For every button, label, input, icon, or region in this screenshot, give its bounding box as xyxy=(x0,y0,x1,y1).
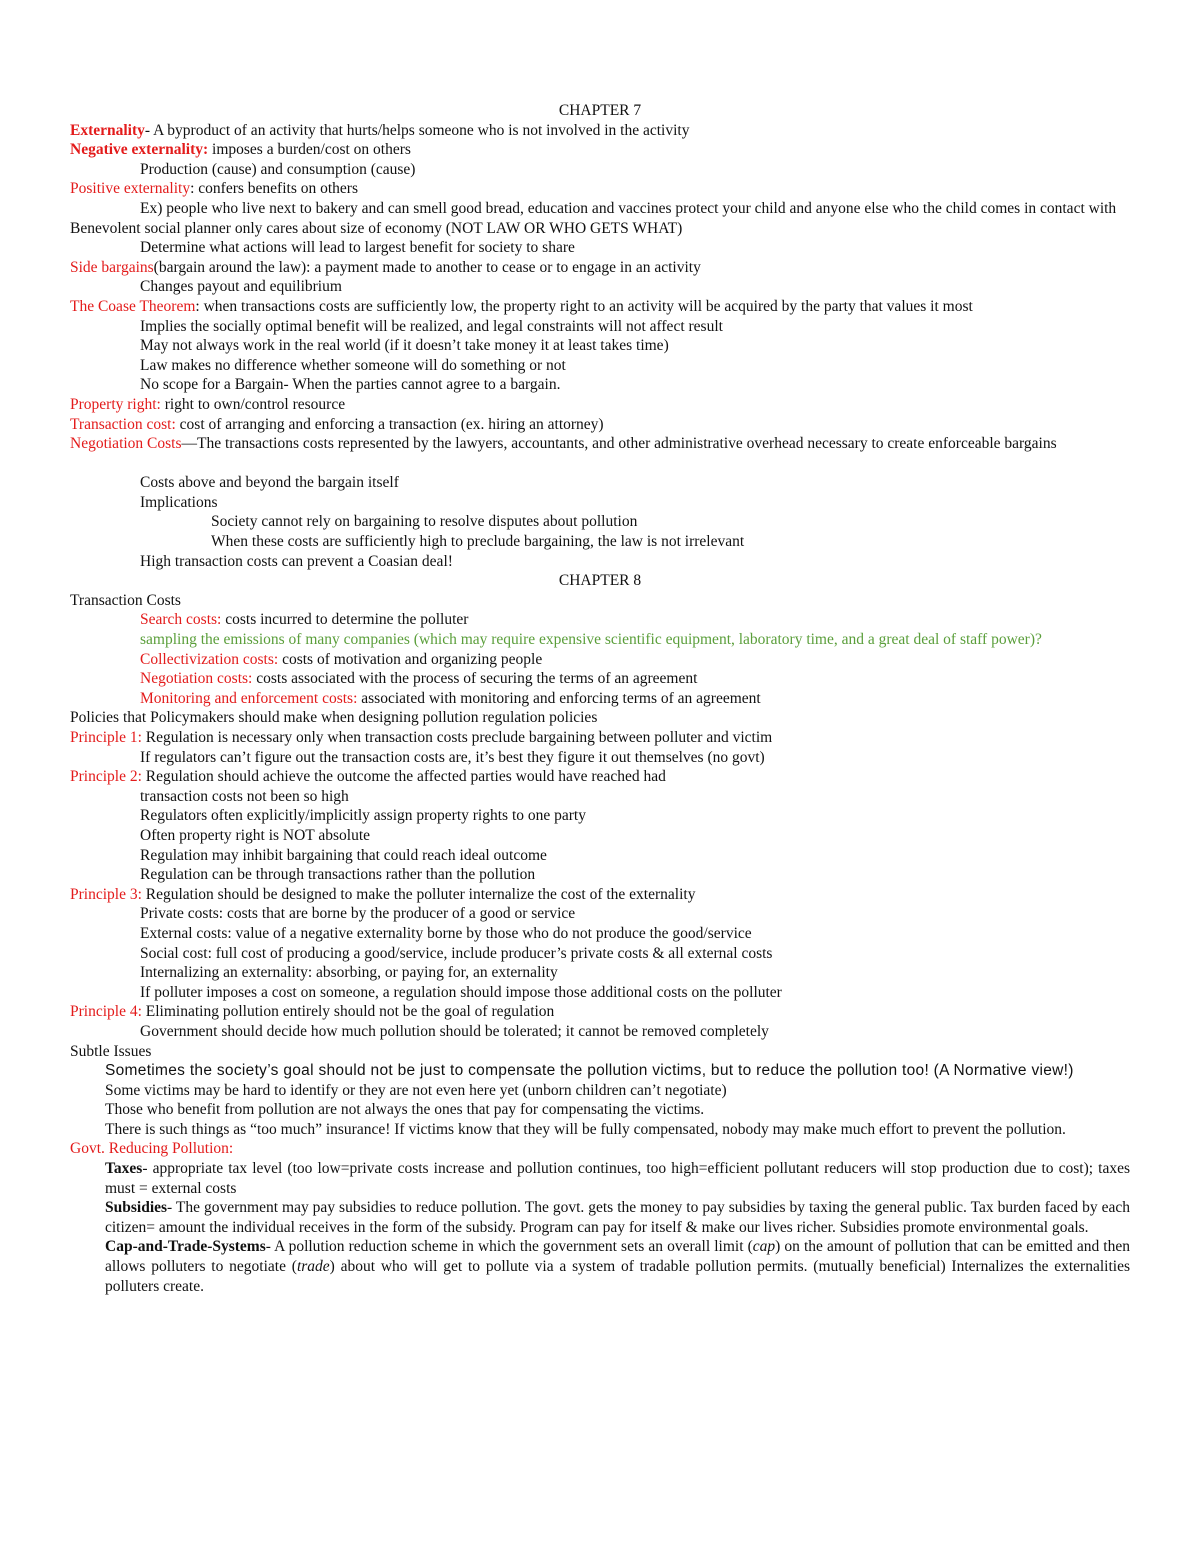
coase-theorem-line: The Coase Theorem: when transactions costs are sufficiently low, the property right to an activity will be acquired by the party that values it most xyxy=(70,297,973,315)
subtle-issue-3: Those who benefit from pollution are not always the ones that pay for compensating the victims. xyxy=(105,1101,705,1119)
term-transaction-cost: Transaction cost: xyxy=(70,415,176,433)
document-page xyxy=(70,101,1130,1296)
negotiation-sub-5: High transaction costs can prevent a Coasian deal! xyxy=(140,552,453,570)
negotiation-sub-4: When these costs are sufficiently high to preclude bargaining, the law is not irrelevant xyxy=(211,533,745,551)
term-negotiation-costs: Negotiation Costs xyxy=(70,435,182,453)
cap-emphasis: cap xyxy=(752,1238,776,1256)
positive-externality-sub: Ex) people who live next to bakery and can smell good bread, education and vaccines protect your child and anyone else who the child comes in contact with xyxy=(140,199,1117,217)
coase-sub-1: Implies the socially optimal benefit will be realized, and legal constraints will not affect result xyxy=(140,317,723,335)
cap-and-trade-paragraph: Cap-and-Trade-Systems- A pollution reduction scheme in which the government sets an overall limit (cap) on the amount of pollution that can be emitted and then allows polluters to negotiate (trade) about who will get to pollute via a system of tradable pollution permits. (mutually beneficial) Internalizes the externalities polluters create. xyxy=(105,1238,1130,1295)
principle-3-sub-3: Social cost: full cost of producing a good/service, include producer’s private costs & all external costs xyxy=(140,944,773,962)
term-taxes: Taxes xyxy=(105,1160,143,1178)
term-subsidies: Subsidies xyxy=(105,1199,168,1217)
subtle-issue-2: Some victims may be hard to identify or they are not even here yet (unborn children can’t negotiate) xyxy=(105,1081,727,1099)
term-positive-externality: Positive externality xyxy=(70,180,191,198)
govt-reducing-pollution-line xyxy=(70,1139,1130,1159)
subtle-issues-heading: Subtle Issues xyxy=(70,1042,152,1060)
term-collectivization-costs: Collectivization costs: xyxy=(140,650,279,668)
principle-1-line: Principle 1: Regulation is necessary only when transaction costs preclude bargaining between polluter and victim xyxy=(70,729,773,746)
positive-externality-line: Positive externality: confers benefits on others xyxy=(70,180,358,198)
term-govt-reducing-pollution: Govt. Reducing Pollution: xyxy=(70,1140,234,1158)
principle-1-sub: If regulators can’t figure out the transaction costs are, it’s best they figure it out themselves (no govt) xyxy=(140,748,765,766)
term-negotiation-costs-2: Negotiation costs: xyxy=(140,670,253,688)
blank-line xyxy=(70,454,1130,474)
planner-line: Benevolent social planner only cares about size of economy (NOT LAW OR WHO GETS WHAT) xyxy=(70,219,683,237)
term-principle-3: Principle 3: xyxy=(70,885,142,903)
principle-3-sub-1: Private costs: costs that are borne by the producer of a good or service xyxy=(140,905,576,923)
negotiation-sub-3: Society cannot rely on bargaining to resolve disputes about pollution xyxy=(211,513,638,531)
principle-2-sub-3: Often property right is NOT absolute xyxy=(140,826,371,844)
principle-4-line: Principle 4: Eliminating pollution entirely should not be the goal of regulation xyxy=(70,1003,555,1021)
externality-line: Externality- A byproduct of an activity that hurts/helps someone who is not involved in the activity xyxy=(70,121,690,139)
principle-2-sub-2: Regulators often explicitly/implicitly assign property rights to one party xyxy=(140,807,586,825)
principle-2-line: Principle 2: Regulation should achieve the outcome the affected parties would have reached had xyxy=(70,768,666,786)
term-monitoring-costs: Monitoring and enforcement costs: xyxy=(140,689,358,707)
term-negative-externality: Negative externality: xyxy=(70,141,209,159)
negotiation-costs-line-2: Negotiation costs: costs associated with the process of securing the terms of an agreement xyxy=(140,670,698,688)
principle-4-sub: Government should decide how much pollution should be tolerated; it cannot be removed completely xyxy=(140,1022,769,1040)
term-externality: Externality xyxy=(70,121,145,139)
policies-line: Policies that Policymakers should make when designing pollution regulation policies xyxy=(70,709,598,727)
trade-emphasis: trade xyxy=(296,1258,330,1276)
search-costs-note: sampling the emissions of many companies (which may require expensive scientific equipment, laboratory time, and a great deal of staff power)? xyxy=(140,631,1042,649)
principle-3-sub-2: External costs: value of a negative externality borne by those who do not produce the good/service xyxy=(140,924,752,942)
principle-3-sub-5: If polluter imposes a cost on someone, a regulation should impose those additional costs on the polluter xyxy=(140,983,782,1001)
planner-sub: Determine what actions will lead to largest benefit for society to share xyxy=(140,239,575,257)
subsidies-paragraph: Subsidies- The government may pay subsidies to reduce pollution. The govt. gets the money to pay subsidies by taxing the general public. Tax burden faced by each citizen= amount the individual receives in the form of the subsidy. Program can pay for itself & make our lives richer. Subsidies promote environmental goals. xyxy=(105,1199,1130,1236)
subtle-issue-4: There is such things as “too much” insurance! If victims know that they will be fully compensated, nobody may make much effort to prevent the pollution. xyxy=(105,1120,1066,1138)
chapter-8-heading: CHAPTER 8 xyxy=(558,572,642,590)
term-coase-theorem: The Coase Theorem xyxy=(70,297,196,315)
principle-3-sub-4: Internalizing an externality: absorbing, or paying for, an externality xyxy=(140,964,558,982)
coase-sub-4: No scope for a Bargain- When the parties cannot agree to a bargain. xyxy=(140,376,561,394)
subtle-issue-1: Sometimes the society’s goal should not be just to compensate the pollution victims, but to reduce the pollution too! (A Normative view!) xyxy=(105,1062,1074,1080)
negative-externality-sub: Production (cause) and consumption (cause) xyxy=(140,160,416,178)
collectivization-costs-line: Collectivization costs: costs of motivation and organizing people xyxy=(140,650,543,668)
negotiation-costs-line: Negotiation Costs—The transactions costs represented by the lawyers, accountants, and other administrative overhead necessary to create enforceable bargains xyxy=(70,435,1057,453)
property-right-line: Property right: right to own/control resource xyxy=(70,395,346,413)
taxes-paragraph: Taxes- appropriate tax level (too low=private costs increase and pollution continues, too high=efficient pollutant reducers will stop production due to cost); taxes must = external costs xyxy=(105,1160,1130,1197)
monitoring-costs-line: Monitoring and enforcement costs: associated with monitoring and enforcing terms of an agreement xyxy=(140,689,761,707)
principle-2-sub-5: Regulation can be through transactions rather than the pollution xyxy=(140,866,536,884)
term-side-bargains: Side bargains xyxy=(70,258,154,276)
search-costs-line: Search costs: costs incurred to determine the polluter xyxy=(140,611,469,629)
term-cap-and-trade: Cap-and-Trade-Systems xyxy=(105,1238,266,1256)
negotiation-sub-2: Implications xyxy=(140,493,218,511)
transaction-cost-line: Transaction cost: cost of arranging and enforcing a transaction (ex. hiring an attorney) xyxy=(70,415,604,433)
chapter-7-heading: CHAPTER 7 xyxy=(558,102,642,119)
coase-sub-2: May not always work in the real world (if it doesn’t take money it at least takes time) xyxy=(140,337,669,355)
transaction-costs-heading: Transaction Costs xyxy=(70,591,181,609)
term-principle-2: Principle 2: xyxy=(70,768,142,786)
term-search-costs: Search costs: xyxy=(140,611,222,629)
term-principle-4: Principle 4: xyxy=(70,1003,142,1021)
negative-externality-line: Negative externality: imposes a burden/cost on others xyxy=(70,141,411,159)
side-bargains-sub: Changes payout and equilibrium xyxy=(140,278,342,296)
coase-sub-3: Law makes no difference whether someone will do something or not xyxy=(140,356,566,374)
term-principle-1: Principle 1: xyxy=(70,729,142,746)
principle-3-line: Principle 3: Regulation should be designed to make the polluter internalize the cost of the externality xyxy=(70,885,696,903)
principle-2-sub-1: transaction costs not been so high xyxy=(140,787,349,805)
principle-2-sub-4: Regulation may inhibit bargaining that could reach ideal outcome xyxy=(140,846,547,864)
term-property-right: Property right: xyxy=(70,395,161,413)
side-bargains-line: Side bargains(bargain around the law): a payment made to another to cease or to engage in an activity xyxy=(70,258,701,276)
negotiation-sub-1: Costs above and beyond the bargain itself xyxy=(140,474,399,492)
